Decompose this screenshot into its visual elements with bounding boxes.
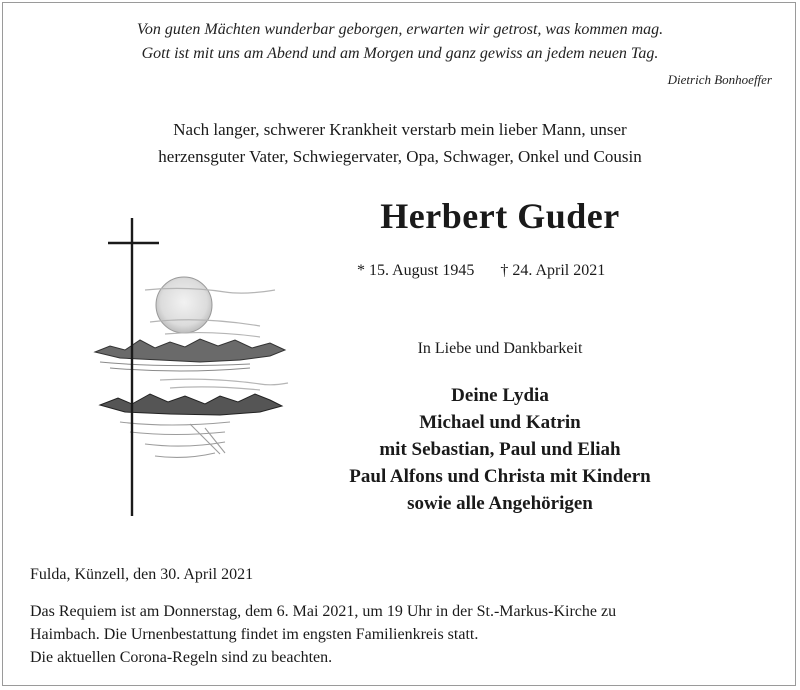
requiem-info <box>30 600 790 669</box>
quote-line-1: Von guten Mächten wunderbar geborgen, erwarten wir getrost, was kommen mag. <box>136 21 664 38</box>
intro-text <box>0 116 800 170</box>
sun-shape <box>156 277 212 333</box>
mountain-lower <box>100 394 282 415</box>
quote-line-2: Gott ist mit uns am Abend und am Morgen und ganz gewiss an jedem neuen Tag. <box>141 45 659 62</box>
cross-landscape-icon <box>70 210 300 520</box>
deceased-name: Herbert Guder <box>380 196 620 236</box>
requiem-line-2: Haimbach. Die Urnenbestattung findet im engsten Familienkreis statt. <box>30 626 479 643</box>
intro-line-2: herzensguter Vater, Schwiegervater, Opa, Schwager, Onkel und Cousin <box>158 147 642 166</box>
water-strokes <box>120 422 230 457</box>
signer-line: Paul Alfons und Christa mit Kindern <box>349 466 651 487</box>
requiem-line-1: Das Requiem ist am Donnerstag, dem 6. Mai 2021, um 19 Uhr in der St.-Markus-Kirche zu <box>30 603 617 620</box>
signer-line: sowie alle Angehörigen <box>407 493 593 514</box>
signers-list <box>300 382 700 517</box>
mountain-upper <box>95 339 285 362</box>
death-date: † 24. April 2021 <box>500 262 606 279</box>
signer-line: Michael und Katrin <box>419 412 581 433</box>
requiem-line-3: Die aktuellen Corona-Regeln sind zu beachten. <box>30 649 333 666</box>
intro-line-1: Nach langer, schwerer Krankheit verstarb mein lieber Mann, unser <box>173 120 627 139</box>
bonhoeffer-quote <box>0 18 800 66</box>
birth-date: * 15. August 1945 <box>357 262 475 279</box>
life-dates <box>357 262 605 280</box>
place-and-date: Fulda, Künzell, den 30. April 2021 <box>30 566 254 583</box>
dedication-text: In Liebe und Dankbarkeit <box>417 340 583 357</box>
quote-author: Dietrich Bonhoeffer <box>667 72 772 87</box>
signer-line: Deine Lydia <box>451 385 549 406</box>
signer-line: mit Sebastian, Paul und Eliah <box>379 439 621 460</box>
